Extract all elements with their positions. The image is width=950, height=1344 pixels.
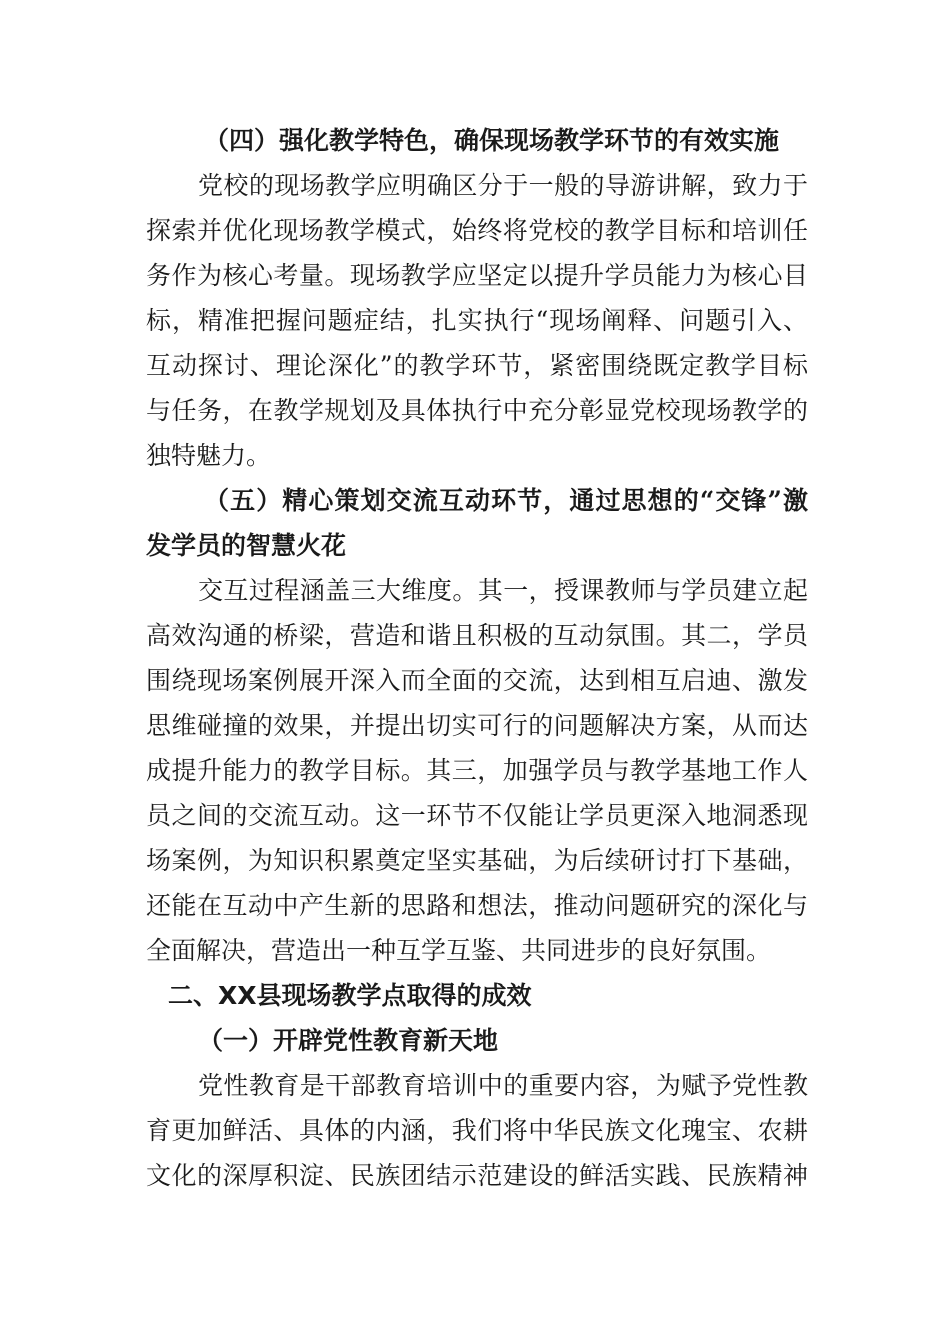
paragraph-line: 高效沟通的桥梁，营造和谐且积极的互动氛围。其二，学员: [146, 621, 808, 650]
paragraph-line: 围绕现场案例展开深入而全面的交流，达到相互启迪、激发: [146, 666, 808, 695]
paragraph-line: 党校的现场教学应明确区分于一般的导游讲解，致力于: [198, 171, 808, 200]
paragraph-line: 成提升能力的教学目标。其三，加强学员与教学基地工作人: [146, 756, 808, 785]
paragraph-line: 独特魅力。: [146, 441, 272, 470]
paragraph-1: [146, 1063, 808, 1198]
paragraph-line: 标，精准把握问题症结，扎实执行“现场阐释、问题引入、: [146, 306, 808, 335]
paragraph-line: 文化的深厚积淀、民族团结示范建设的鲜活实践、民族精神: [146, 1161, 808, 1190]
subheading-5-line: （五）精心策划交流互动环节，通过思想的“交锋”激: [204, 486, 808, 515]
paragraph-4: [146, 163, 808, 478]
paragraph-line: 还能在互动中产生新的思路和想法，推动问题研究的深化与: [146, 891, 808, 920]
document-page: [146, 118, 808, 1198]
paragraph-line: 党性教育是干部教育培训中的重要内容，为赋予党性教: [198, 1071, 808, 1100]
subheading-5-line: 发学员的智慧火花: [146, 531, 347, 560]
paragraph-line: 员之间的交流互动。这一环节不仅能让学员更深入地洞悉现: [146, 801, 808, 830]
paragraph-line: 与任务，在教学规划及具体执行中充分彰显党校现场教学的: [146, 396, 808, 425]
subheading-1: （一）开辟党性教育新天地: [198, 1026, 499, 1055]
paragraph-line: 场案例，为知识积累奠定坚实基础，为后续研讨打下基础，: [146, 846, 808, 875]
paragraph-line: 全面解决，营造出一种互学互鉴、共同进步的良好氛围。: [146, 936, 772, 965]
section-heading-4: [146, 118, 808, 163]
section-heading-two: [146, 973, 808, 1018]
paragraph-line: 育更加鲜活、具体的内涵，我们将中华民族文化瑰宝、农耕: [146, 1116, 808, 1145]
paragraph-line: 探索并优化现场教学模式，始终将党校的教学目标和培训任: [146, 216, 808, 245]
section-heading-1: [146, 1018, 808, 1063]
paragraph-line: 务作为核心考量。现场教学应坚定以提升学员能力为核心目: [146, 261, 808, 290]
main-heading-two: 二、XX县现场教学点取得的成效: [168, 981, 532, 1010]
section-heading-5: [146, 478, 808, 568]
subheading-4: （四）强化教学特色，确保现场教学环节的有效实施: [204, 126, 780, 155]
paragraph-line: 互动探讨、理论深化”的教学环节，紧密围绕既定教学目标: [146, 351, 808, 380]
paragraph-5: [146, 568, 808, 973]
paragraph-line: 思维碰撞的效果，并提出切实可行的问题解决方案，从而达: [146, 711, 808, 740]
paragraph-line: 交互过程涵盖三大维度。其一，授课教师与学员建立起: [198, 576, 808, 605]
